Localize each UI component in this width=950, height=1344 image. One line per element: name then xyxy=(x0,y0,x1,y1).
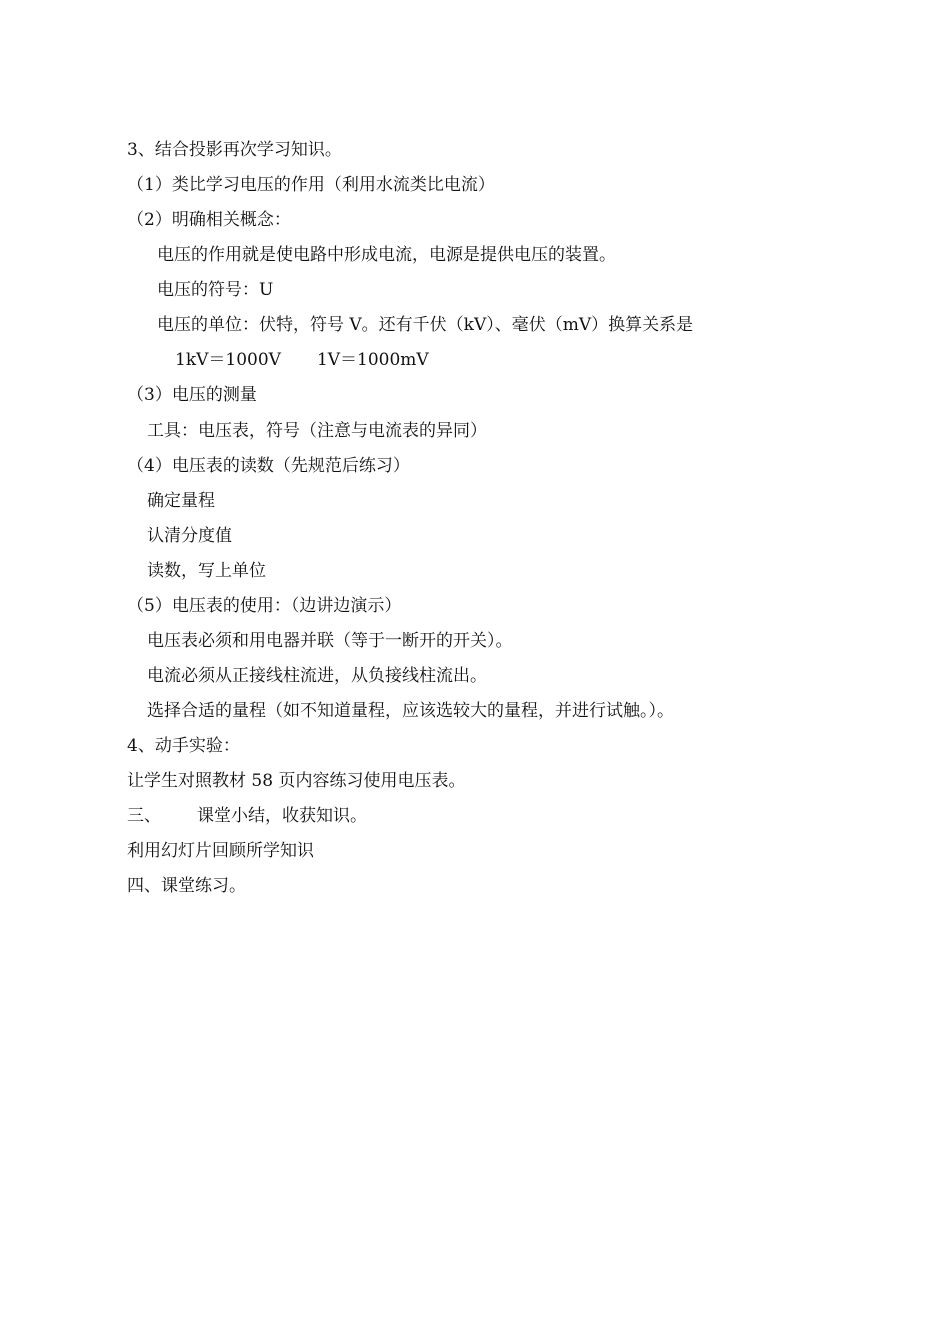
tool-text: 工具：电压表，符号（注意与电流表的异同） xyxy=(147,421,487,441)
item-4-reading: （4）电压表的读数（先规范后练习） xyxy=(127,456,410,476)
voltage-symbol-text: 电压的符号：U xyxy=(157,280,274,300)
section-4-heading: 4、动手实验： xyxy=(127,736,240,756)
current-direction-text: 电流必须从正接线柱流进，从负接线柱流出。 xyxy=(147,666,487,686)
section-three-title: 课堂小结，收获知识。 xyxy=(197,806,367,826)
unit-conversion-text xyxy=(175,349,429,371)
section-three-number: 三、 xyxy=(127,806,161,826)
section-three-summary xyxy=(127,805,367,827)
item-2-concepts: （2）明确相关概念： xyxy=(127,210,291,230)
read-with-unit-text: 读数，写上单位 xyxy=(147,561,266,581)
item-1-analogy: （1）类比学习电压的作用（利用水流类比电流） xyxy=(127,175,495,195)
section-four-practice: 四、课堂练习。 xyxy=(127,876,246,896)
voltage-unit-text: 电压的单位：伏特，符号 V。还有千伏（kV）、毫伏（mV）换算关系是 xyxy=(157,315,694,335)
section-3-heading: 3、结合投影再次学习知识。 xyxy=(127,140,342,160)
item-3-measurement: （3）电压的测量 xyxy=(127,385,257,405)
voltage-function-text: 电压的作用就是使电路中形成电流，电源是提供电压的装置。 xyxy=(157,245,616,265)
experiment-text: 让学生对照教材 58 页内容练习使用电压表。 xyxy=(127,771,466,791)
choose-range-text: 选择合适的量程（如不知道量程，应该选较大的量程，并进行试触。）。 xyxy=(147,701,674,721)
conversion-mv: 1V＝1000mV xyxy=(316,350,429,370)
conversion-kv: 1kV＝1000V xyxy=(175,350,281,370)
review-text: 利用幻灯片回顾所学知识 xyxy=(127,841,314,861)
parallel-connection-text: 电压表必须和用电器并联（等于一断开的开关）。 xyxy=(147,631,513,651)
determine-range-text: 确定量程 xyxy=(147,491,215,511)
division-value-text: 认清分度值 xyxy=(147,526,232,546)
item-5-usage: （5）电压表的使用：（边讲边演示） xyxy=(127,596,402,616)
